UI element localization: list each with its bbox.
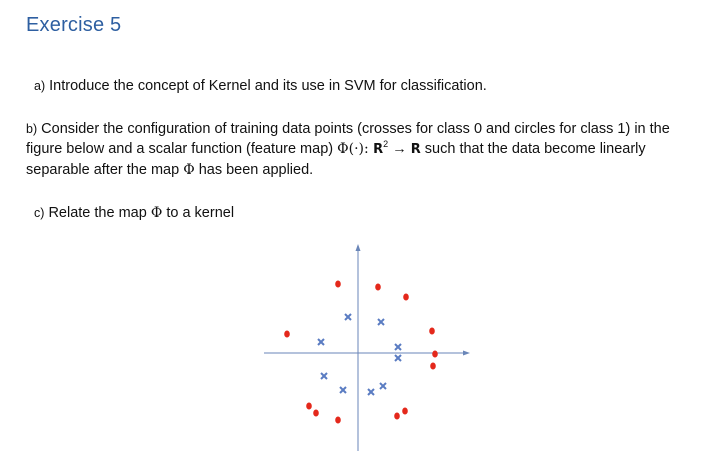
circle-marker [306, 403, 312, 410]
figure-axes [264, 244, 470, 451]
question-a-text: Introduce the concept of Kernel and its use in SVM for classification. [49, 78, 487, 94]
cross-marker [318, 339, 324, 345]
circle-marker [284, 331, 290, 338]
y-axis-arrow [356, 244, 361, 251]
cross-marker [378, 319, 384, 325]
phi-symbol: Φ [183, 162, 195, 178]
question-a-label: a) [34, 79, 46, 93]
phi-function: Φ(·): [337, 141, 374, 157]
question-a [34, 76, 684, 96]
phi-symbol-c: Φ [150, 205, 163, 221]
cross-marker [368, 389, 374, 395]
maps-to-arrow: → [388, 141, 411, 157]
codomain-symbol: R [410, 142, 421, 157]
cross-marker [345, 314, 351, 320]
domain-symbol: R [373, 142, 384, 157]
question-b-text-1: Consider the configuration of training data points (crosses for class 0 and circles for class 1) in the figure below and a scalar function (feature map) [26, 121, 670, 157]
question-c-text-1: Relate the map [48, 205, 151, 221]
cross-marker [340, 387, 346, 393]
cross-marker [321, 373, 327, 379]
question-b-text-3: has been applied. [194, 162, 314, 178]
domain-exponent: 2 [383, 139, 389, 149]
cross-marker [395, 355, 401, 361]
exercise-title: Exercise 5 [26, 14, 122, 36]
question-c-text-2: to a kernel [162, 205, 235, 221]
cross-marker [380, 383, 386, 389]
circle-marker [432, 351, 438, 358]
circle-marker [403, 294, 409, 301]
class-0-crosses [318, 314, 401, 395]
x-axis-arrow [463, 351, 470, 356]
question-b [26, 119, 698, 180]
question-c [34, 203, 434, 223]
question-b-label: b) [26, 122, 38, 136]
circle-marker [375, 284, 381, 291]
circle-marker [429, 328, 435, 335]
cross-marker [395, 344, 401, 350]
circle-marker [430, 363, 436, 370]
class-1-circles [284, 281, 438, 424]
question-c-label: c) [34, 206, 45, 220]
circle-marker [402, 408, 408, 415]
circle-marker [335, 281, 341, 288]
question-b-text-2: such that the data become linearly separable after the map [26, 141, 646, 178]
circle-marker [335, 417, 341, 424]
circle-marker [313, 410, 319, 417]
circle-marker [394, 413, 400, 420]
